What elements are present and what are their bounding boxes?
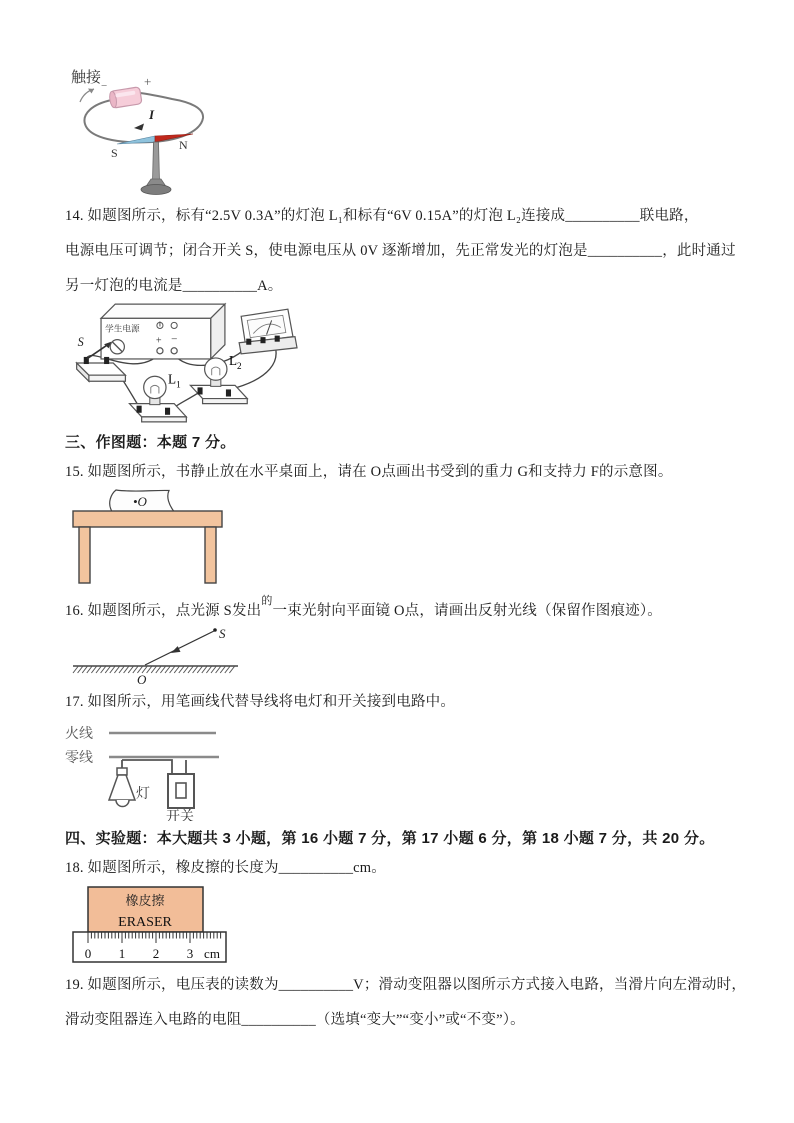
live-wire-label: 火线 bbox=[65, 727, 93, 742]
section3-heading: 三、作图题：本题 7 分。 bbox=[65, 434, 236, 451]
lamp bbox=[109, 768, 150, 807]
battery-plus: + bbox=[144, 74, 152, 89]
ruler-unit: cm bbox=[204, 946, 220, 961]
q17-text: 17. 如图所示，用笔画线代替导线将电灯和开关接到电路中。 bbox=[65, 694, 456, 710]
q16-text-after: 一束光射向平面镜 O点，请画出反射光线（保留作图痕迹）。 bbox=[272, 602, 662, 619]
meter bbox=[239, 309, 297, 354]
wall-switch bbox=[166, 774, 194, 821]
ruler-number-0: 0 bbox=[84, 946, 92, 961]
q16-superscript: 的 bbox=[261, 595, 273, 607]
touch-label: 触接 bbox=[71, 70, 102, 86]
switch-label: S bbox=[77, 334, 84, 349]
pole-n-label: N bbox=[179, 138, 188, 152]
figure-book-on-table bbox=[70, 484, 230, 594]
power-supply bbox=[101, 304, 225, 359]
q16-text-before: 16. 如题图所示，点光源 S发出 bbox=[65, 602, 262, 619]
table-leg-left bbox=[79, 527, 90, 583]
supply-minus: − bbox=[171, 333, 178, 346]
bulb2-label: $L_2$ bbox=[228, 353, 242, 372]
figure-plane-mirror bbox=[68, 620, 253, 693]
ruler-number-1: 1 bbox=[118, 946, 126, 961]
current-arrowhead bbox=[134, 124, 144, 131]
mirror-point-label: O bbox=[137, 672, 147, 687]
q14-line1: 14. 如题图所示，标有“2.5V 0.3A”的灯泡 L₁和标有“6V 0.15A”的灯泡 L₂连接成__________联电路， bbox=[65, 208, 699, 224]
q18-text: 18. 如题图所示，橡皮擦的长度为__________cm。 bbox=[65, 860, 386, 876]
q15-text: 15. 如题图所示，书静止放在水平桌面上，请在 O点画出书受到的重力 G和支持力 F的示意图。 bbox=[65, 464, 673, 480]
pole-s-label: S bbox=[111, 146, 118, 160]
section4-heading: 四、实验题：本大题共 3 小题，第 16 小题 7 分，第 17 小题 6 分，第 18 小题 7 分，共 20 分。 bbox=[65, 830, 715, 847]
power-supply-label: 学生电源 bbox=[105, 323, 140, 334]
figure-eraser-ruler bbox=[70, 884, 230, 971]
ruler-number-2: 2 bbox=[152, 946, 160, 961]
mirror-hatching bbox=[73, 667, 234, 674]
eraser-label-en: ERASER bbox=[118, 915, 172, 930]
battery bbox=[109, 87, 142, 109]
q14-line2: 电源电压可调节；闭合开关 S，使电源电压从 0V 逐渐增加，先正常发光的灯泡是__________，此时通过 bbox=[65, 243, 736, 259]
source-label: S bbox=[219, 626, 226, 641]
q16-text bbox=[65, 596, 662, 621]
stand-base bbox=[141, 185, 171, 195]
fixture-leads bbox=[122, 760, 186, 774]
bulb-L1 bbox=[129, 371, 186, 422]
lamp-label: 灯 bbox=[136, 787, 150, 802]
neutral-wire-label: 零线 bbox=[65, 751, 93, 766]
supply-plus: + bbox=[155, 335, 162, 347]
eraser-label-cn: 橡皮擦 bbox=[125, 893, 165, 908]
table-leg-right bbox=[205, 527, 216, 583]
figure-household-wiring bbox=[65, 716, 290, 826]
current-label: I bbox=[149, 107, 155, 122]
switch-label: 开关 bbox=[166, 810, 194, 821]
q19-line2: 滑动变阻器连入电路的电阻__________（选填“变大”“变小”或“不变”）。 bbox=[65, 1012, 525, 1028]
q14-line3: 另一灯泡的电流是__________A。 bbox=[65, 278, 283, 294]
battery-minus: − bbox=[101, 80, 108, 92]
stand-pole bbox=[153, 142, 160, 182]
tabletop bbox=[73, 511, 222, 527]
incident-ray bbox=[145, 631, 214, 665]
bulb1-label: $L_1$ bbox=[168, 371, 181, 390]
figure-circuit bbox=[70, 296, 325, 433]
bulb-L2 bbox=[190, 353, 247, 404]
figure-magnet-experiment bbox=[68, 62, 208, 202]
ray-arrowhead bbox=[171, 646, 181, 653]
q19-line1: 19. 如题图所示，电压表的读数为__________V；滑动变阻器以图所示方式接入电路，当滑片向左滑动时， bbox=[65, 977, 747, 993]
point-o-label: •O bbox=[133, 494, 147, 509]
ruler-number-3: 3 bbox=[186, 946, 194, 961]
